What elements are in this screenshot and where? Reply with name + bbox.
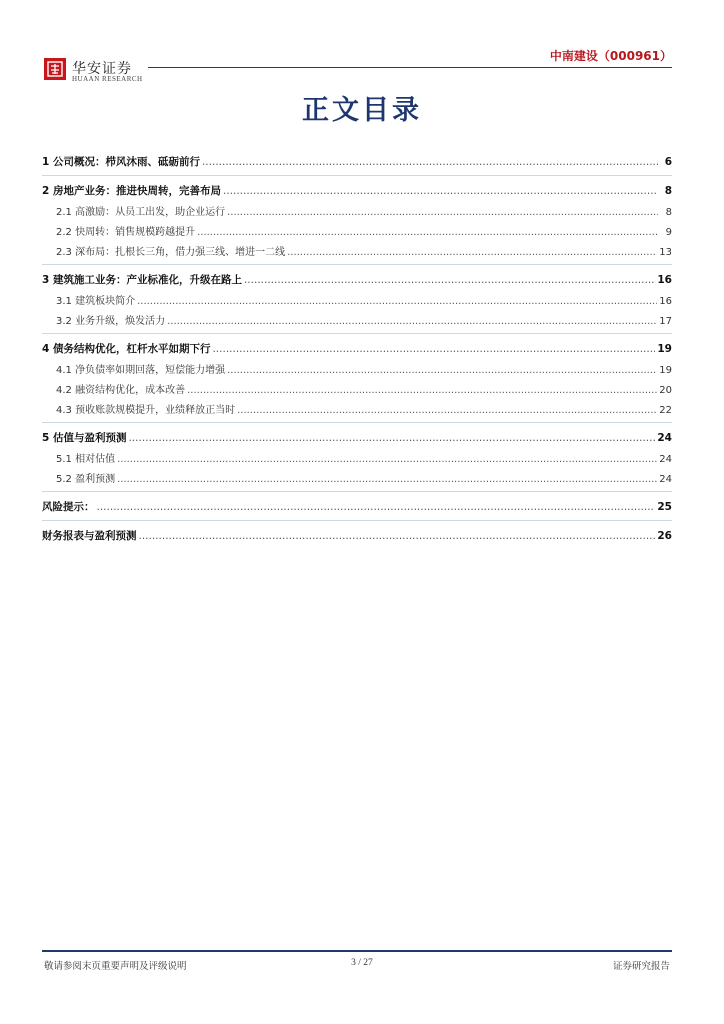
toc-separator (42, 264, 672, 265)
toc-chapter-item[interactable] (42, 524, 672, 548)
toc-section-item[interactable] (42, 203, 672, 223)
toc-chapter-item[interactable] (42, 426, 672, 450)
toc-item-label: 风险提示： (42, 501, 95, 513)
toc-item-label: 2.3 深布局：扎根长三角，借力强三线、增进一二线 (56, 247, 286, 258)
footer-report-type: 证券研究报告 (612, 961, 670, 972)
toc-item-label: 4 债务结构优化，杠杆水平如期下行 (42, 343, 211, 355)
logo-text: 华安证券 (72, 61, 132, 77)
toc-item-page: 17 (659, 316, 672, 327)
toc-leader-dots (117, 470, 657, 490)
toc-separator (42, 175, 672, 176)
toc-section-item[interactable] (42, 401, 672, 421)
logo-seal-icon (47, 61, 63, 77)
page-number: 3 / 27 (351, 958, 373, 968)
toc-item-page: 25 (657, 501, 672, 513)
toc-chapter-item[interactable] (42, 337, 672, 361)
toc-item-label: 4.1 净负债率如期回落，短偿能力增强 (56, 365, 226, 376)
logo-subtext: HUAAN RESEARCH (72, 75, 143, 83)
toc-item-page: 16 (659, 296, 672, 307)
toc-separator (42, 491, 672, 492)
toc-leader-dots (202, 150, 658, 174)
toc-item-label: 3 建筑施工业务：产业标准化，升级在路上 (42, 274, 242, 286)
header-divider (148, 67, 672, 68)
footer-divider (42, 950, 672, 952)
toc-leader-dots (223, 179, 658, 203)
company-name: 中南建设（000961） (549, 49, 672, 63)
toc-item-label: 3.1 建筑板块简介 (56, 296, 136, 307)
toc-leader-dots (287, 243, 657, 263)
toc-leader-dots (167, 312, 657, 332)
toc-chapter-item[interactable] (42, 268, 672, 292)
toc-leader-dots (212, 337, 655, 361)
toc-separator (42, 520, 672, 521)
toc-leader-dots (227, 203, 658, 223)
toc-leader-dots (137, 292, 657, 312)
toc-separator (42, 422, 672, 423)
toc-section-item[interactable] (42, 243, 672, 263)
toc-item-page: 22 (659, 405, 672, 416)
toc-section-item[interactable] (42, 312, 672, 332)
toc-item-page: 8 (664, 185, 672, 197)
table-of-contents (42, 150, 672, 548)
toc-item-page: 8 (665, 207, 672, 218)
toc-leader-dots (139, 524, 656, 548)
toc-leader-dots (197, 223, 658, 243)
toc-item-label: 2.1 高激励：从员工出发，助企业运行 (56, 207, 226, 218)
toc-item-page: 24 (657, 432, 672, 444)
toc-separator (42, 333, 672, 334)
toc-item-label: 4.2 融资结构优化，成本改善 (56, 385, 186, 396)
toc-item-label: 3.2 业务升级，焕发活力 (56, 316, 166, 327)
page-header (0, 0, 724, 90)
toc-item-label: 4.3 预收账款规模提升，业绩释放正当时 (56, 405, 236, 416)
toc-item-page: 16 (657, 274, 672, 286)
toc-item-page: 9 (665, 227, 672, 238)
footer-disclaimer: 敬请参阅末页重要声明及评级说明 (44, 961, 187, 972)
toc-leader-dots (237, 401, 657, 421)
toc-item-page: 6 (664, 156, 672, 168)
toc-section-item[interactable] (42, 450, 672, 470)
toc-leader-dots (244, 268, 655, 292)
toc-chapter-item[interactable] (42, 495, 672, 519)
toc-leader-dots (97, 495, 656, 519)
toc-item-page: 24 (659, 454, 672, 465)
toc-item-page: 13 (659, 247, 672, 258)
toc-section-item[interactable] (42, 381, 672, 401)
toc-section-item[interactable] (42, 470, 672, 490)
toc-leader-dots (117, 450, 657, 470)
toc-item-label: 1 公司概况：栉风沐雨、砥砺前行 (42, 156, 200, 168)
toc-item-page: 19 (657, 343, 672, 355)
toc-item-label: 5.2 盈利预测 (56, 474, 116, 485)
toc-item-label: 2.2 快周转：销售规模跨越提升 (56, 227, 196, 238)
toc-item-label: 5 估值与盈利预测 (42, 432, 127, 444)
toc-leader-dots (128, 426, 655, 450)
toc-item-page: 24 (659, 474, 672, 485)
huaan-logo-icon (44, 58, 66, 80)
toc-item-page: 19 (659, 365, 672, 376)
toc-item-page: 26 (657, 530, 672, 542)
page-title: 正文目录 (302, 95, 422, 126)
toc-chapter-item[interactable] (42, 179, 672, 203)
toc-item-label: 财务报表与盈利预测 (42, 530, 137, 542)
toc-section-item[interactable] (42, 292, 672, 312)
toc-section-item[interactable] (42, 361, 672, 381)
toc-section-item[interactable] (42, 223, 672, 243)
toc-item-label: 2 房地产业务：推进快周转，完善布局 (42, 185, 221, 197)
toc-leader-dots (227, 361, 657, 381)
toc-chapter-item[interactable] (42, 150, 672, 174)
toc-item-label: 5.1 相对估值 (56, 454, 116, 465)
toc-leader-dots (187, 381, 657, 401)
toc-item-page: 20 (659, 385, 672, 396)
